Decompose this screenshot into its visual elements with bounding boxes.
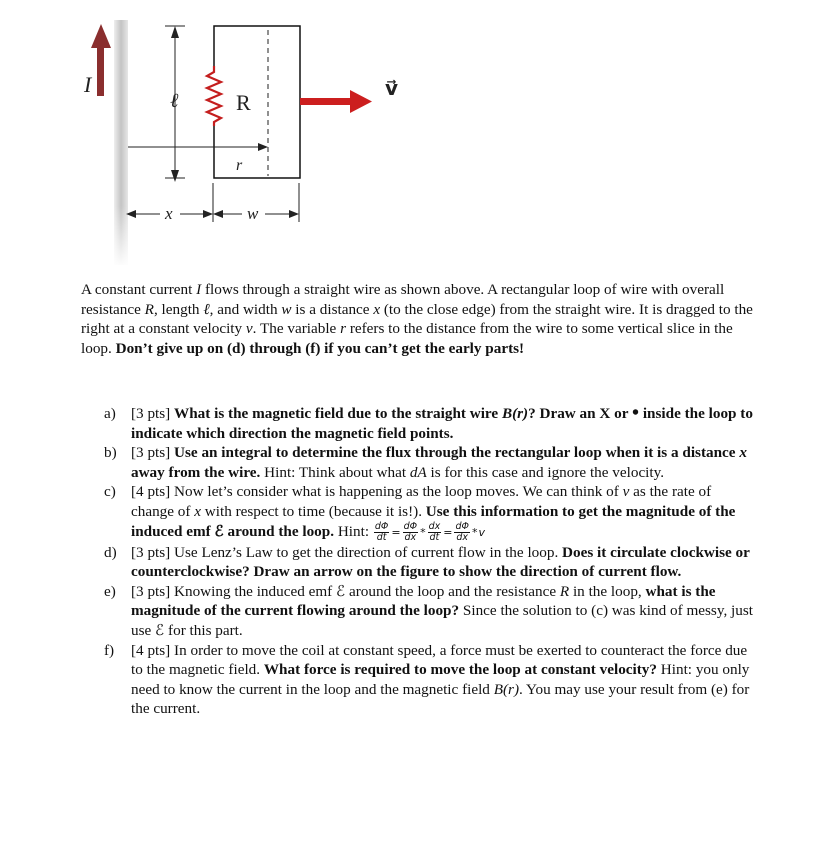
question-a: a) [3 pts] What is the magnetic field due to the straight wire B(r)? Draw an X or • inside the loop to indicate which direction the magnetic field points.: [104, 402, 753, 442]
intro-paragraph: A constant current I flows through a straight wire as shown above. A rectangular loop of wire with overall resistance R, length ℓ, and width w is a distance x (to the close edge) from the straight wire. It is dragged to the right at a constant velocity v. The variable r refers to the distance from the wire to some vertical slice in the loop. Don’t give up on (d) through (f) if you can’t get the early parts!: [81, 281, 753, 357]
velocity-label: v⃗: [385, 76, 399, 100]
question-label: f): [104, 641, 115, 659]
w-label: w: [247, 204, 259, 223]
hint-fraction: $\frac{dx}{dt}$: [428, 520, 441, 543]
question-label: d): [104, 543, 117, 561]
question-c: c) [4 pts] Now let’s consider what is happening as the loop moves. We can think of v as the rate of change of x with respect to time (because it is!). Use this information to get the magnitude of the induced emf ℰ around the loop. Hint: $\frac{d\Phi}{dt}$ = $\frac{d\Phi}{dx}$ * $\frac{dx}{dt}$ = $\frac{d\Phi}{dx}$ *v: [104, 483, 736, 543]
current-arrow: [91, 24, 111, 96]
hint-fraction: $\frac{d\Phi}{dx}$: [455, 520, 469, 543]
circuit-figure: [0, 0, 833, 270]
dot-symbol: •: [632, 402, 640, 424]
hint-fraction: $\frac{d\Phi}{dt}$: [374, 520, 389, 543]
question-label: b): [104, 444, 117, 462]
question-label: a): [104, 405, 116, 422]
length-label: ℓ: [170, 90, 179, 112]
question-d: d) [3 pts] Use Lenz’s Law to get the direction of current flow in the loop. Does it circulate clockwise or counterclockwise? Draw an arrow on the figure to show the direction of current flow.: [104, 543, 750, 581]
intro-bold-note: Don’t give up on (d) through (f) if you can’t get the early parts!: [115, 339, 525, 357]
current-label: I: [84, 72, 92, 97]
question-label: e): [104, 582, 116, 600]
r-label: r: [236, 157, 243, 174]
questions-list: [104, 404, 754, 719]
question-label: c): [104, 483, 116, 501]
resistance-label: R: [236, 90, 251, 115]
question-b: b) [3 pts] Use an integral to determine the flux through the rectangular loop when it is a distance x away from the wire. Hint: Think about what dA is for this case and ignore the velocity.: [104, 444, 747, 481]
rectangular-loop: [214, 26, 300, 178]
question-f: f) [4 pts] In order to move the coil at constant speed, a force must be exerted to counteract the force due to the magnetic field. What force is required to move the loop at constant velocity? Hint: you only need to know the current in the loop and the magnetic field B(r). You may use your result from (e) for the current.: [104, 641, 750, 718]
x-label: x: [165, 204, 173, 223]
resistor: [206, 66, 222, 126]
velocity-arrow: [300, 90, 372, 113]
hint-fraction: $\frac{d\Phi}{dx}$: [403, 520, 418, 543]
question-e: e) [3 pts] Knowing the induced emf ℰ around the loop and the resistance R in the loop, what is the magnitude of the current flowing around the loop? Since the solution to (c) was kind of messy, just use ℰ for this part.: [104, 582, 753, 639]
